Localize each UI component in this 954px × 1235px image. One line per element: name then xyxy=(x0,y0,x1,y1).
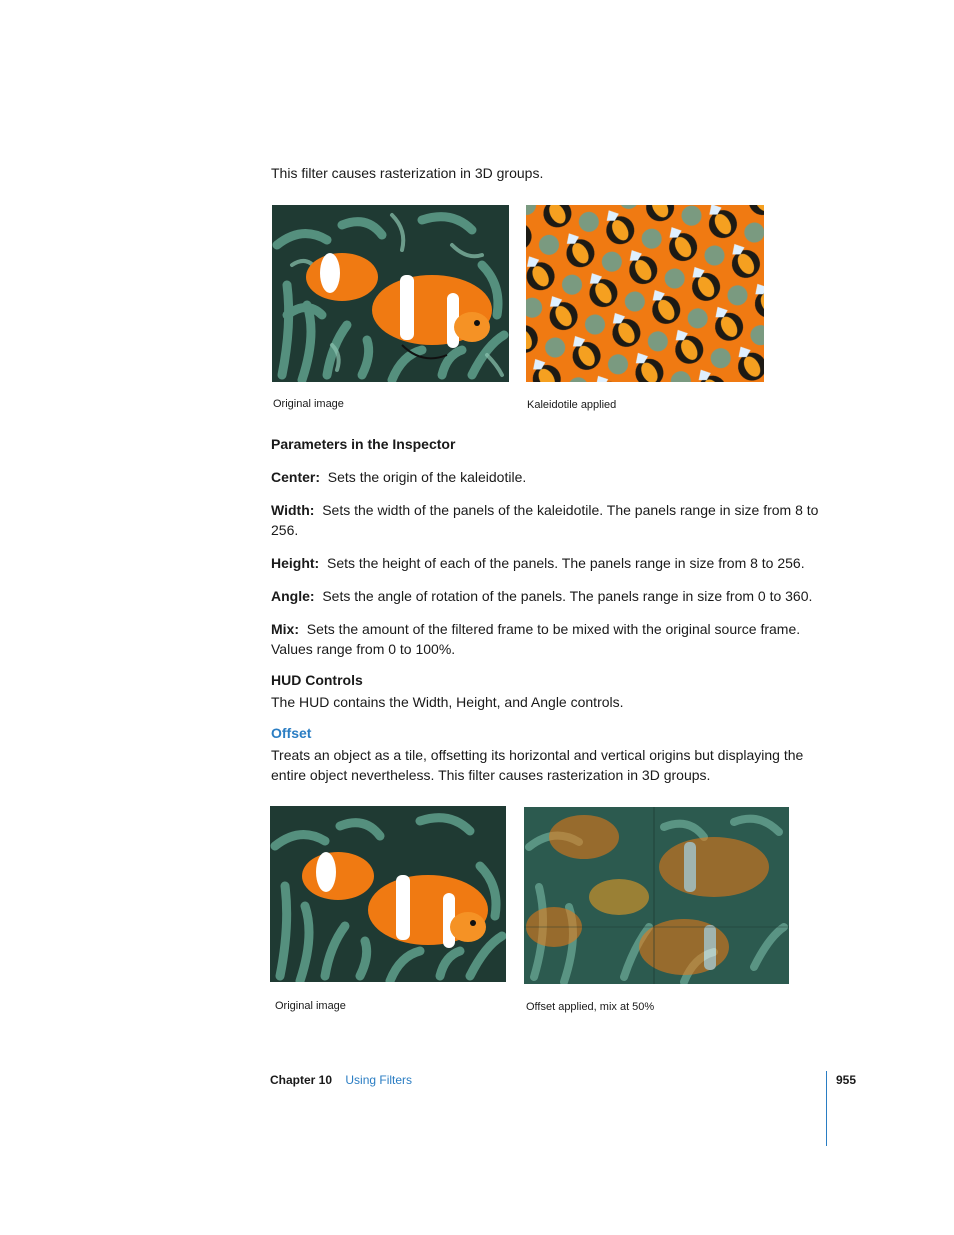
inspector-heading: Parameters in the Inspector xyxy=(271,436,456,452)
offset-text: Treats an object as a tile, offsetting its horizontal and vertical origins but displaying the entire object nevertheless. This filter causes rasterization in 3D groups. xyxy=(271,747,804,783)
kaleidotile-image xyxy=(526,205,764,382)
param-height xyxy=(271,553,821,573)
figure1-left-caption: Original image xyxy=(273,398,344,410)
param-term: Height: xyxy=(271,555,320,571)
param-center xyxy=(271,467,821,487)
param-mix xyxy=(271,619,826,659)
original-clownfish-image xyxy=(272,205,509,382)
original-clownfish-image-2 xyxy=(270,806,506,982)
figure2-right-caption: Offset applied, mix at 50% xyxy=(526,1001,655,1013)
page-number: 955 xyxy=(836,1073,857,1087)
param-desc: Sets the angle of rotation of the panels. The panels range in size from 0 to 360. xyxy=(322,588,813,604)
param-term: Mix: xyxy=(271,621,299,637)
figure1-right-caption: Kaleidotile applied xyxy=(527,399,617,411)
chapter-label: Chapter 10 xyxy=(270,1073,333,1087)
hud-text: The HUD contains the Width, Height, and Angle controls. xyxy=(271,694,624,710)
hud-heading: HUD Controls xyxy=(271,672,363,688)
param-width xyxy=(271,500,821,540)
param-desc: Sets the amount of the filtered frame to be mixed with the original source frame. Values range from 0 to 100%. xyxy=(271,621,801,657)
param-term: Angle: xyxy=(271,588,315,604)
intro-text: This filter causes rasterization in 3D groups. xyxy=(271,165,544,181)
param-angle xyxy=(271,586,831,606)
figure2-left-caption: Original image xyxy=(275,1000,346,1012)
footer-chapter xyxy=(270,1073,412,1087)
param-desc: Sets the origin of the kaleidotile. xyxy=(327,469,527,485)
offset-heading: Offset xyxy=(271,725,312,741)
chapter-title-link[interactable]: Using Filters xyxy=(345,1073,413,1087)
footer-divider xyxy=(826,1071,827,1146)
offset-applied-image xyxy=(524,807,789,984)
param-term: Center: xyxy=(271,469,321,485)
param-desc: Sets the width of the panels of the kaleidotile. The panels range in size from 8 to 256. xyxy=(271,502,819,538)
param-term: Width: xyxy=(271,502,315,518)
param-desc: Sets the height of each of the panels. The panels range in size from 8 to 256. xyxy=(327,555,805,571)
